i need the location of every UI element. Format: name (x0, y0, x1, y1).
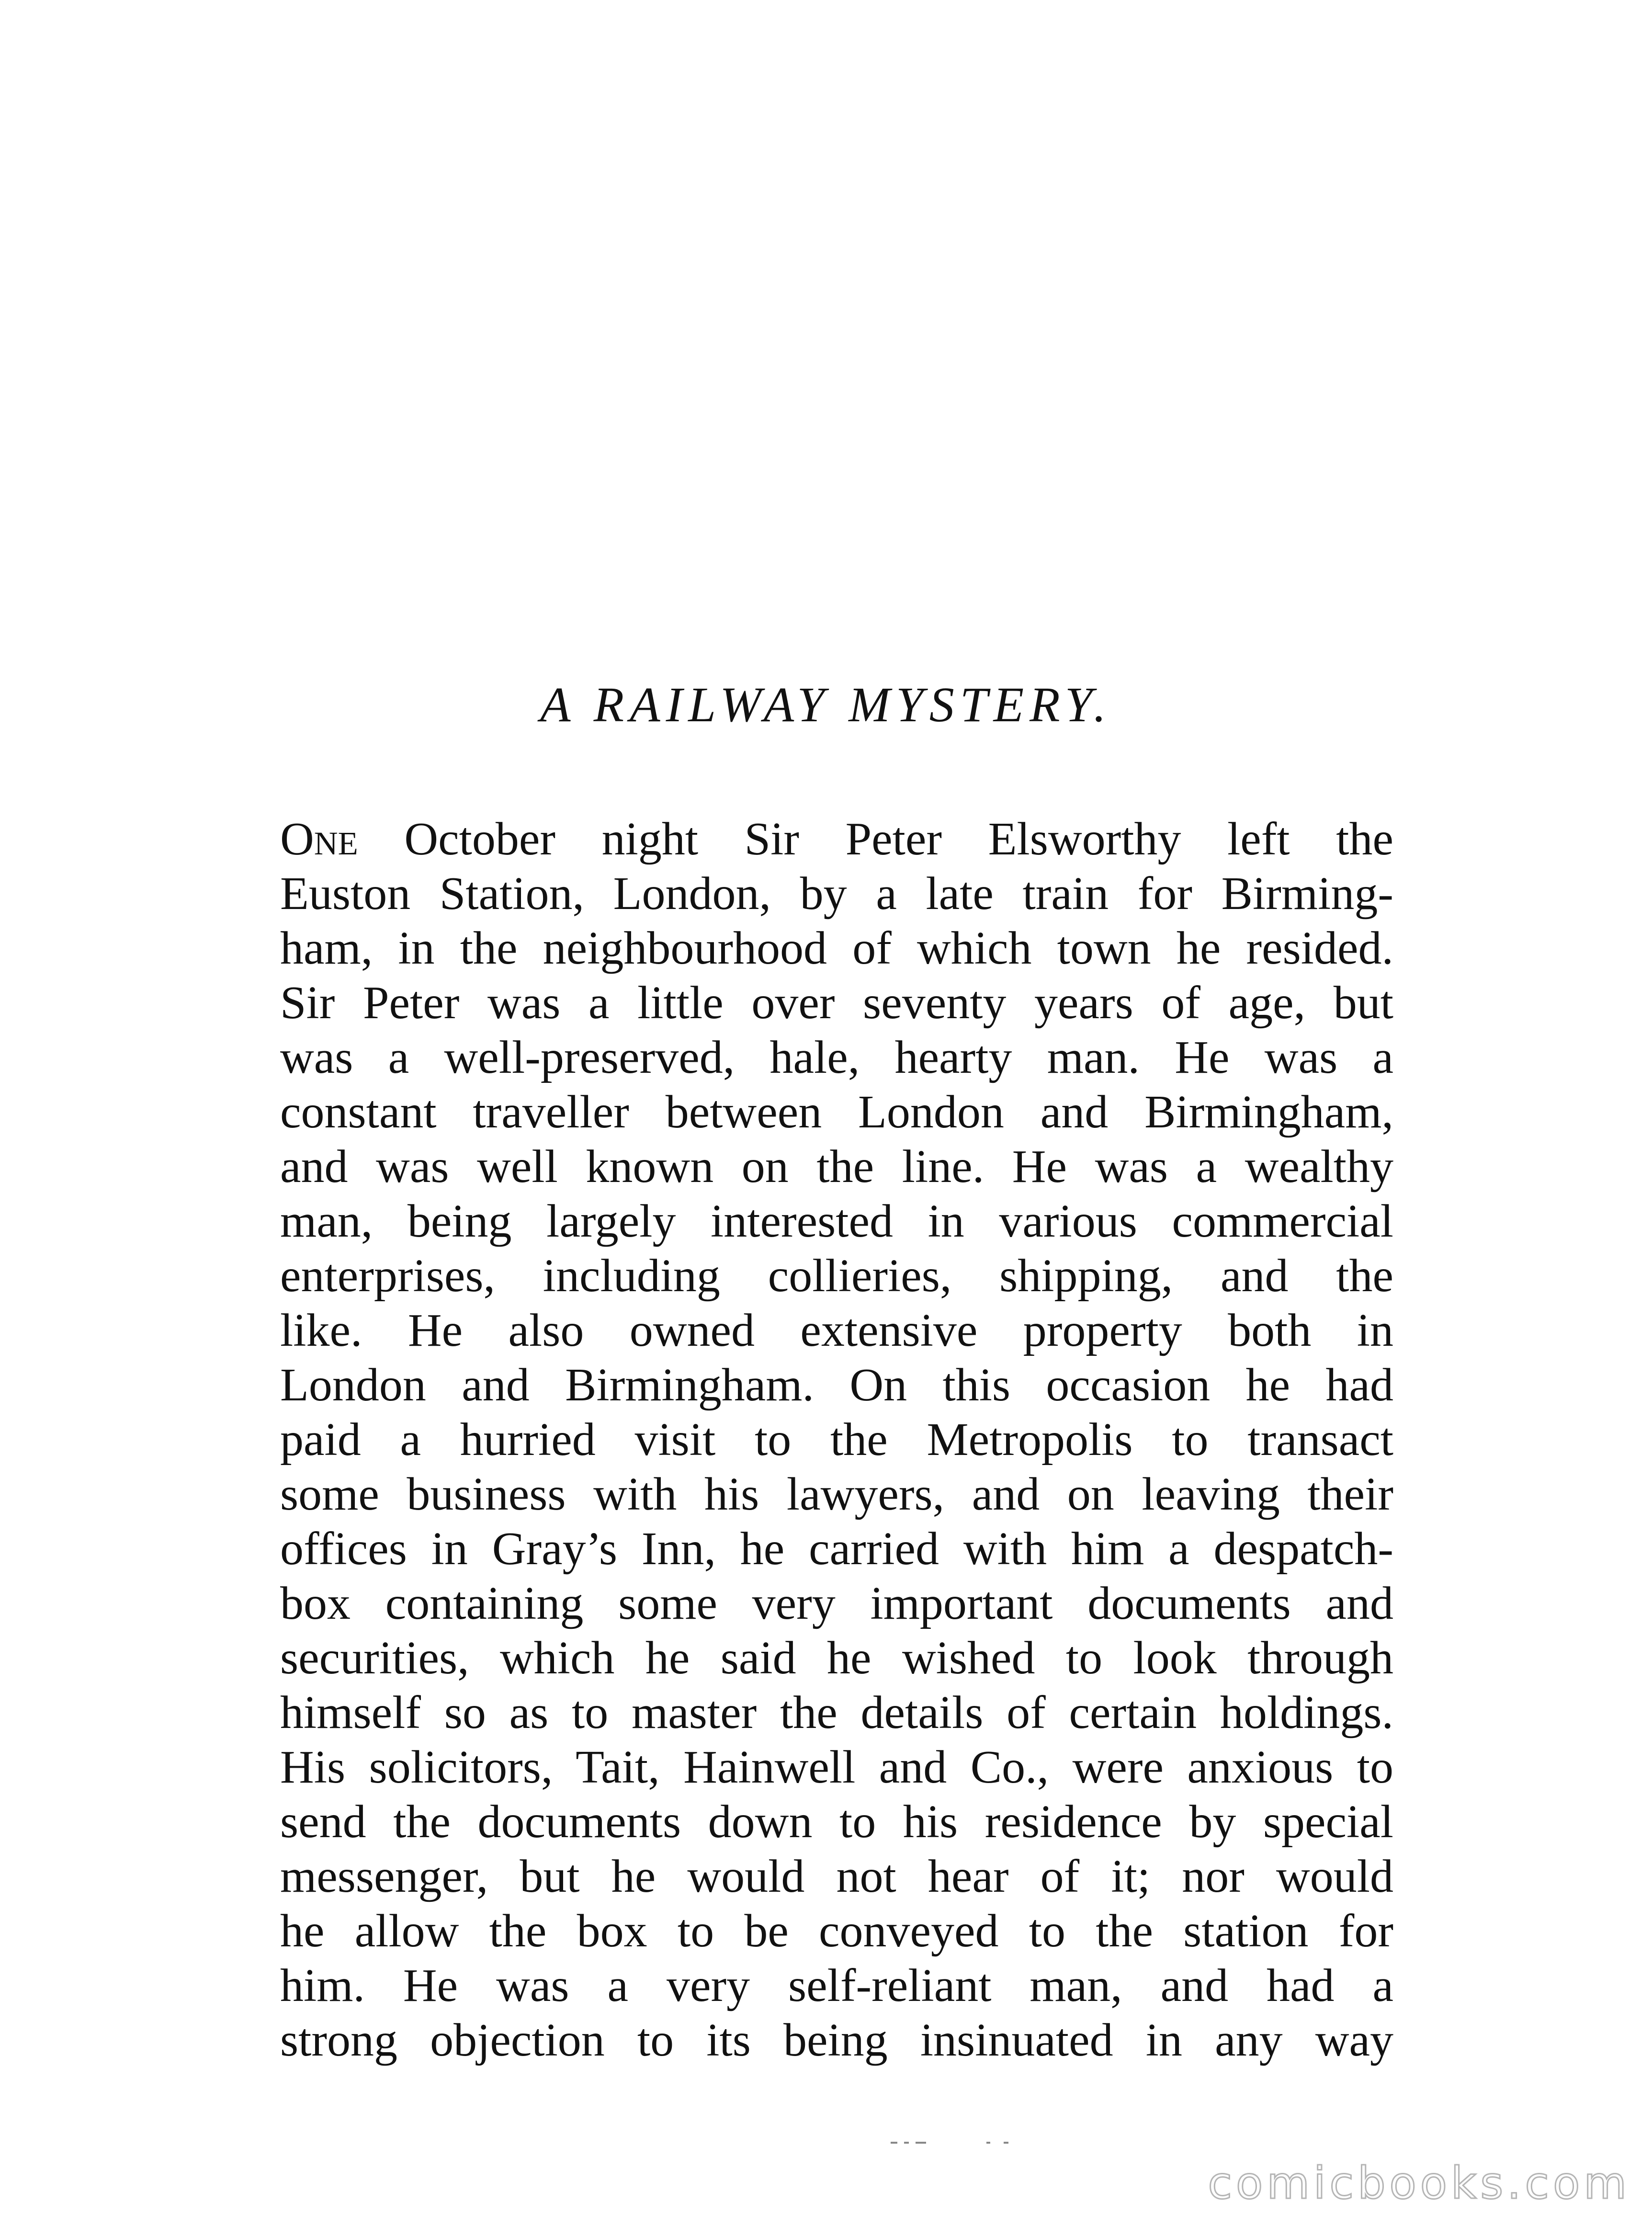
body-line: His solicitors, Tait, Hainwell and Co., were anxious to (280, 1741, 1393, 1793)
body-line: Euston Station, London, by a late train for Birming- (280, 868, 1393, 920)
body-line: himself so as to master the details of certain holdings. (280, 1687, 1393, 1738)
body-line: some business with his lawyers, and on leaving their (280, 1468, 1393, 1520)
body-line: he allow the box to be conveyed to the station for (280, 1905, 1393, 1957)
body-line: constant traveller between London and Birmingham, (280, 1086, 1393, 1138)
body-line: messenger, but he would not hear of it; nor would (280, 1851, 1393, 1902)
body-line: and was well known on the line. He was a wealthy (280, 1141, 1393, 1193)
body-line: man, being largely interested in various commercial (280, 1195, 1393, 1247)
body-line: enterprises, including collieries, shipping, and the (280, 1250, 1393, 1302)
body-line-rest: October night Sir Peter Elsworthy left the (358, 813, 1393, 865)
drop-word: One (280, 813, 358, 865)
print-specks (891, 2142, 1015, 2146)
body-line: securities, which he said he wished to look through (280, 1632, 1393, 1684)
watermark-logo: comicbooks.com (1208, 2158, 1630, 2209)
body-line: offices in Gray’s Inn, he carried with him a despatch- (280, 1523, 1393, 1575)
chapter-title: A RAILWAY MYSTERY. (540, 677, 1112, 732)
body-line: London and Birmingham. On this occasion he had (280, 1359, 1393, 1411)
body-line: him. He was a very self-reliant man, and had a (280, 1960, 1393, 2011)
body-line: Sir Peter was a little over seventy years of age, but (280, 977, 1393, 1029)
body-line: strong objection to its being insinuated in any way (280, 2014, 1393, 2066)
body-text (280, 812, 1393, 2068)
body-line: was a well-preserved, hale, hearty man. He was a (280, 1032, 1393, 1083)
body-line: paid a hurried visit to the Metropolis to transact (280, 1414, 1393, 1466)
body-line: like. He also owned extensive property both in (280, 1305, 1393, 1356)
body-line: box containing some very important documents and (280, 1578, 1393, 1629)
body-line (280, 812, 1393, 866)
body-line: ham, in the neighbourhood of which town he resided. (280, 922, 1393, 974)
body-line: send the documents down to his residence by special (280, 1796, 1393, 1848)
